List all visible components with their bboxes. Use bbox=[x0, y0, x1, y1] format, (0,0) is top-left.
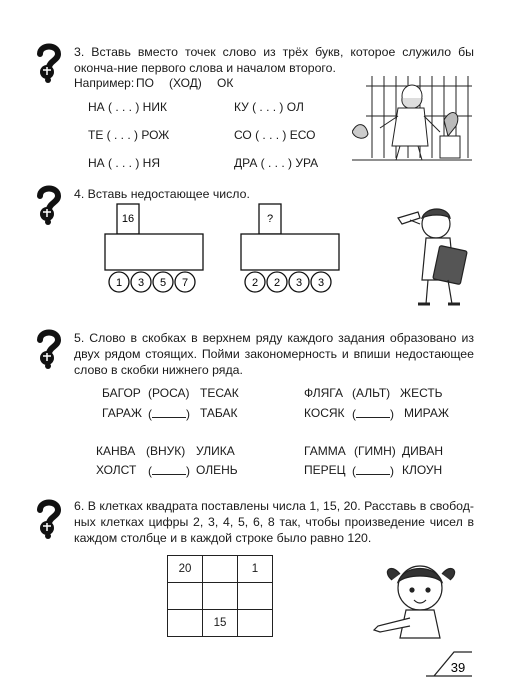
question-mark-icon bbox=[34, 496, 64, 540]
task3-text: 3. Вставь вместо точек слово из трёх букв, которое служило бы оконча-ние первого слова и началом второго. bbox=[74, 45, 474, 75]
task5-group1-bottom: ГАРАЖ ( ) ТАБАК bbox=[102, 406, 238, 421]
wheel-value: 2 bbox=[251, 277, 259, 289]
wheel-value: 1 bbox=[115, 277, 123, 289]
task3-example bbox=[74, 76, 274, 92]
word: КЛОУН bbox=[402, 463, 443, 477]
page-number: 39 bbox=[450, 660, 466, 675]
word: ФЛЯГА bbox=[304, 386, 343, 400]
grid-cell[interactable] bbox=[203, 583, 238, 610]
word: ХОЛСТ bbox=[96, 463, 137, 477]
task3-item: НА ( . . . ) НЯ bbox=[88, 156, 160, 170]
old-man-parrot-illustration bbox=[352, 76, 472, 162]
word: ТЕСАК bbox=[200, 386, 239, 400]
girl-pointing-illustration bbox=[370, 556, 470, 640]
word: ПЕРЕЦ bbox=[304, 463, 346, 477]
figure2-top-value: ? bbox=[266, 213, 274, 225]
word: КОСЯК bbox=[304, 406, 345, 420]
example-word-3: ОК bbox=[217, 76, 234, 90]
word: (РОСА) bbox=[148, 386, 190, 400]
page-number-badge bbox=[424, 648, 474, 678]
example-label: Например: bbox=[74, 76, 135, 90]
task5-text: 5. Слово в скобках в верхнем ряду каждого задания образовано из двух рядом стоящих. Пойми закономерность и впиши недостающее слово в скобки нижнего ряда. bbox=[74, 331, 474, 377]
word: ГАРАЖ bbox=[102, 406, 142, 420]
task5-group3-bottom: ХОЛСТ ( ) ОЛЕНЬ bbox=[96, 463, 238, 478]
number-grid bbox=[167, 555, 273, 637]
example-word-1: ПО bbox=[136, 76, 154, 90]
wheel-value: 3 bbox=[317, 277, 325, 289]
task5-group4-bottom: ПЕРЕЦ ( ) КЛОУН bbox=[304, 463, 443, 478]
task5-group4-top bbox=[304, 444, 494, 460]
word: (АЛЬТ) bbox=[352, 386, 391, 400]
answer-blank[interactable] bbox=[356, 463, 390, 475]
word: ОЛЕНЬ bbox=[196, 463, 238, 477]
task3-item: НА ( . . . ) НИК bbox=[88, 100, 167, 114]
grid-cell[interactable] bbox=[203, 556, 238, 583]
task5-group2-bottom: КОСЯК ( ) МИРАЖ bbox=[304, 406, 449, 421]
answer-blank[interactable] bbox=[152, 406, 186, 418]
task5-group3-top bbox=[96, 444, 296, 460]
grid-cell[interactable] bbox=[168, 610, 203, 637]
boy-with-book-illustration bbox=[396, 200, 476, 310]
task3-row-2 bbox=[88, 128, 348, 144]
word: ГАММА bbox=[304, 444, 346, 458]
wheel-value: 2 bbox=[273, 277, 281, 289]
grid-cell[interactable] bbox=[168, 583, 203, 610]
task3-row-3 bbox=[88, 156, 348, 172]
task5-group2-top bbox=[304, 386, 494, 402]
wheel-value: 7 bbox=[181, 277, 189, 289]
word: БАГОР bbox=[102, 386, 141, 400]
answer-blank[interactable] bbox=[152, 463, 186, 475]
grid-cell[interactable]: 1 bbox=[238, 556, 273, 583]
question-mark-icon bbox=[34, 40, 64, 84]
grid-cell[interactable]: 20 bbox=[168, 556, 203, 583]
wheel-value: 3 bbox=[137, 277, 145, 289]
word: ДИВАН bbox=[402, 444, 444, 458]
task3-item: ДРА ( . . . ) УРА bbox=[234, 156, 319, 170]
word: (ВНУК) bbox=[146, 444, 186, 458]
grid-cell[interactable] bbox=[238, 610, 273, 637]
word: КАНВА bbox=[96, 444, 136, 458]
grid-cell[interactable] bbox=[238, 583, 273, 610]
task6-text: 6. В клетках квадрата поставлены числа 1, 15, 20. Расставь в свобод-ных клетках цифры 2, 3, 4, 5, 6, 8 так, чтобы произведение чисел в каждом столбце и в каждой строке было равно 120. bbox=[74, 499, 474, 545]
answer-blank[interactable] bbox=[356, 406, 390, 418]
task3-item: ТЕ ( . . . ) РОЖ bbox=[88, 128, 170, 142]
grid-cell[interactable]: 15 bbox=[203, 610, 238, 637]
task3-row-1 bbox=[88, 100, 348, 116]
question-mark-icon bbox=[34, 326, 64, 370]
figure1-top-value: 16 bbox=[121, 213, 135, 225]
train-figure-1 bbox=[100, 200, 210, 300]
task4-text: 4. Вставь недостающее число. bbox=[74, 187, 250, 201]
wheel-value: 5 bbox=[159, 277, 167, 289]
word: УЛИКА bbox=[196, 444, 235, 458]
word: (ГИМН) bbox=[354, 444, 396, 458]
word: ТАБАК bbox=[200, 406, 238, 420]
word: МИРАЖ bbox=[404, 406, 449, 420]
task3-item: КУ ( . . . ) ОЛ bbox=[234, 100, 304, 114]
task3-item: СО ( . . . ) ЕСО bbox=[234, 128, 316, 142]
word: ЖЕСТЬ bbox=[400, 386, 443, 400]
example-word-2: (ХОД) bbox=[169, 76, 202, 90]
wheel-value: 3 bbox=[295, 277, 303, 289]
question-mark-icon bbox=[34, 182, 64, 226]
task5-group1-top bbox=[102, 386, 292, 402]
train-figure-2 bbox=[236, 200, 346, 300]
